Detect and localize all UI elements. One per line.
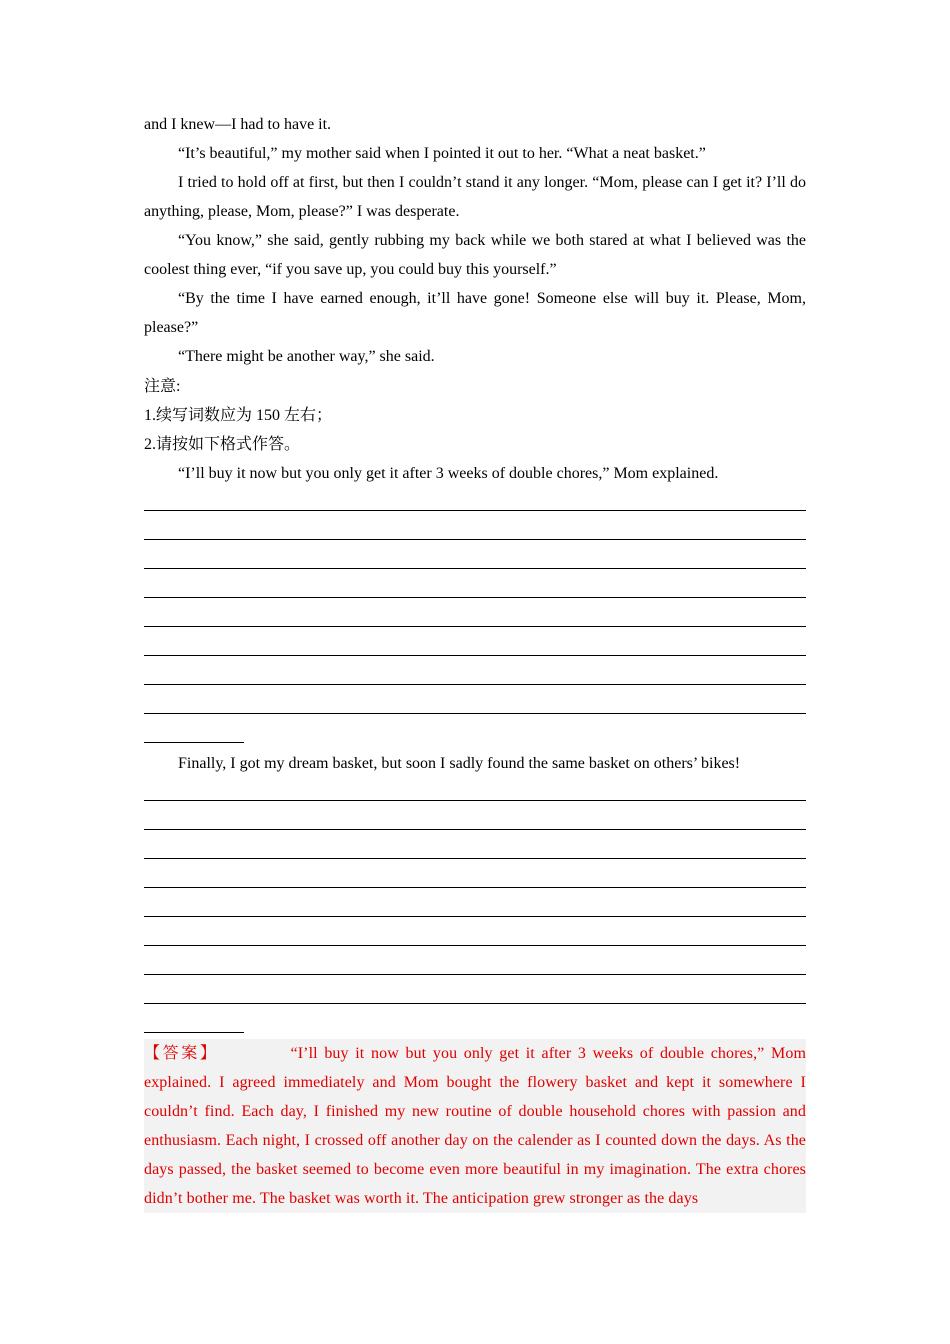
story-paragraph: I tried to hold off at first, but then I couldn’t stand it any longer. “Mom, please can I get it? I’ll do anything, please, Mom, please?” I was desperate. bbox=[144, 174, 806, 220]
answer-line bbox=[144, 807, 806, 836]
notes-item: 1.续写词数应为 150 左右； bbox=[144, 407, 333, 424]
answer-text: “I’ll buy it now but you only get it after 3 weeks of double chores,” Mom explained. I agreed immediately and Mom bought the flowery basket and kept it somewhere I couldn’t find. Each day, I finished my new routine of double household chores with passion and enthusiasm. Each night, I crossed off another day on the calender as I counted down the days. As the days passed, the basket seemed to become even more beautiful in my imagination. The extra chores didn’t bother me. The basket was worth it. The anticipation grew stronger as the days bbox=[144, 1045, 806, 1207]
document-body bbox=[144, 110, 806, 1213]
story-paragraph: “You know,” she said, gently rubbing my back while we both stared at what I believed was the coolest thing ever, “if you save up, you could buy this yourself.” bbox=[144, 232, 806, 278]
answer-line bbox=[144, 952, 806, 981]
answer-line bbox=[144, 575, 806, 604]
answer-line bbox=[144, 546, 806, 575]
answer-line bbox=[144, 865, 806, 894]
story-paragraph: and I knew—I had to have it. bbox=[144, 116, 332, 133]
answer-line bbox=[144, 662, 806, 691]
answer-line bbox=[144, 981, 806, 1010]
story-paragraph: “There might be another way,” she said. bbox=[178, 348, 435, 365]
answer-line-end bbox=[144, 1010, 806, 1039]
answer-line bbox=[144, 923, 806, 952]
story-paragraph: “It’s beautiful,” my mother said when I pointed it out to her. “What a neat basket.” bbox=[178, 145, 706, 162]
answer-block bbox=[144, 1039, 806, 1213]
answer-label: 【答案】 bbox=[144, 1045, 219, 1062]
answer-line bbox=[144, 604, 806, 633]
answer-line bbox=[144, 517, 806, 546]
notes-item: 2.请按如下格式作答。 bbox=[144, 436, 301, 453]
writing-prompt: Finally, I got my dream basket, but soon I sadly found the same basket on others’ bikes! bbox=[178, 755, 741, 772]
answer-line bbox=[144, 894, 806, 923]
answer-line bbox=[144, 488, 806, 517]
story-paragraph: “By the time I have earned enough, it’ll have gone! Someone else will buy it. Please, Mom, please?” bbox=[144, 290, 806, 336]
answer-line bbox=[144, 778, 806, 807]
notes-heading: 注意: bbox=[144, 378, 181, 395]
answer-line-end bbox=[144, 720, 806, 749]
answer-line bbox=[144, 836, 806, 865]
answer-line bbox=[144, 691, 806, 720]
answer-line bbox=[144, 633, 806, 662]
writing-prompt: “I’ll buy it now but you only get it after 3 weeks of double chores,” Mom explained. bbox=[178, 465, 719, 482]
